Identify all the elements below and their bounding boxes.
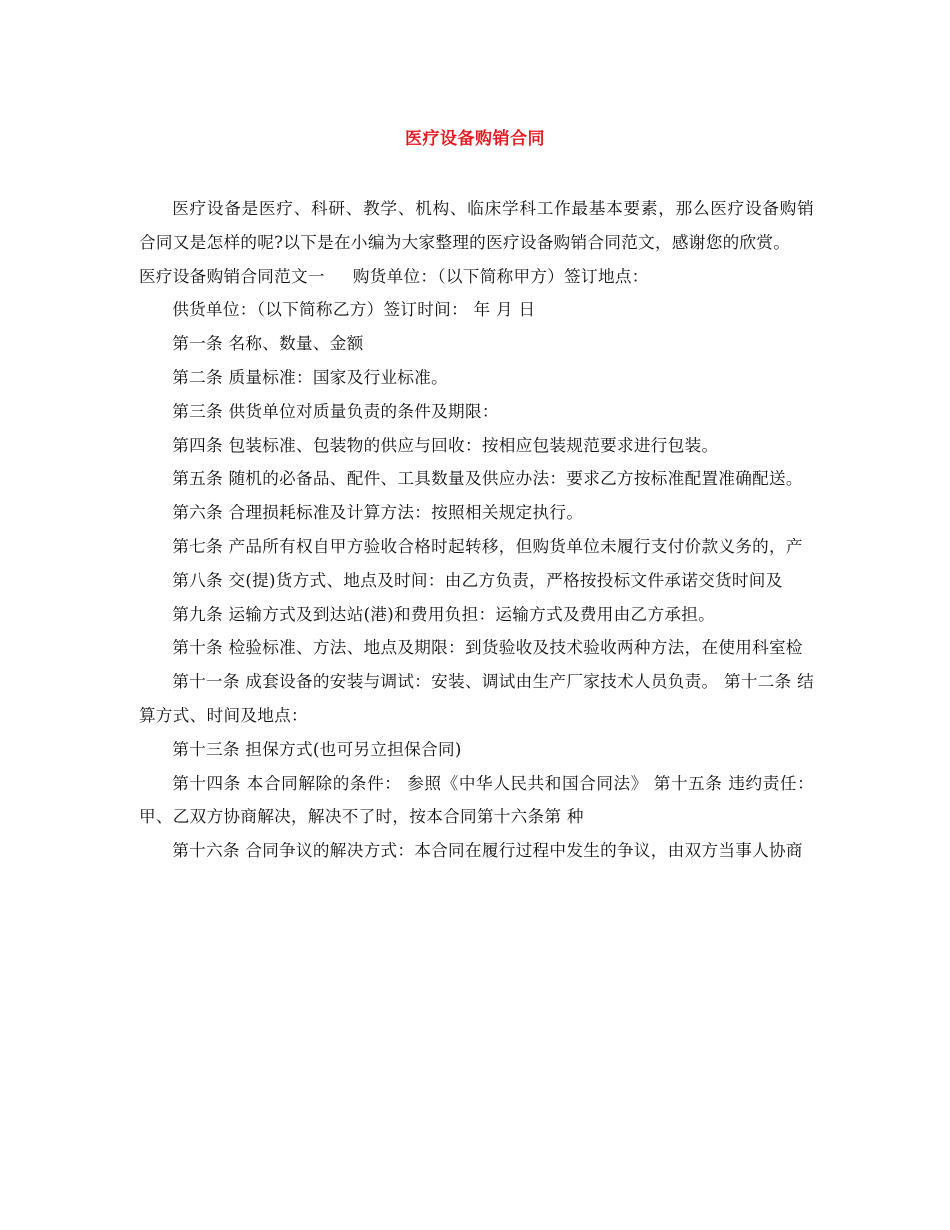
article-5: 第五条 随机的必备品、配件、工具数量及供应办法：要求乙方按标准配置准确配送。 [172, 469, 803, 489]
buyer-line: 购货单位：（以下简称甲方）签订地点： [352, 266, 649, 286]
article-8: 第八条 交(提)货方式、地点及时间：由乙方负责，严格按投标文件承诺交货时间及 [172, 570, 783, 590]
sample-heading-line [139, 260, 814, 294]
article-7: 第七条 产品所有权自甲方验收合格时起转移，但购货单位未履行支付价款义务的，产 [172, 536, 803, 556]
sample-heading: 医疗设备购销合同范文一 [139, 266, 325, 286]
article-9: 第九条 运输方式及到达站(港)和费用负担：运输方式及费用由乙方承担。 [172, 604, 716, 624]
article-11-12: 第十一条 成套设备的安装与调试：安装、调试由生产厂家技术人员负责。 第十二条 结算方式、时间及地点： [139, 672, 814, 725]
article-10: 第十条 检验标准、方法、地点及期限：到货验收及技术验收两种方法，在使用科室检 [172, 638, 803, 658]
article-13: 第十三条 担保方式(也可另立担保合同) [172, 739, 462, 759]
article-16: 第十六条 合同争议的解决方式：本合同在履行过程中发生的争议，由双方当事人协商 [172, 841, 803, 861]
article-6: 第六条 合理损耗标准及计算方法：按照相关规定执行。 [172, 503, 584, 523]
supplier-line: 供货单位：（以下简称乙方）签订时间： 年 月 日 [172, 300, 536, 320]
article-4: 第四条 包装标准、包装物的供应与回收：按相应包装规范要求进行包装。 [172, 435, 719, 455]
article-2: 第二条 质量标准：国家及行业标准。 [172, 367, 449, 387]
document-title: 医疗设备购销合同 [405, 129, 545, 149]
article-3: 第三条 供货单位对质量负责的条件及期限： [172, 401, 499, 421]
document-body [139, 192, 814, 868]
intro-paragraph: 医疗设备是医疗、科研、教学、机构、临床学科工作最基本要素，那么医疗设备购销合同又是怎样的呢?以下是在小编为大家整理的医疗设备购销合同范文，感谢您的欣赏。 [139, 199, 814, 252]
article-1: 第一条 名称、数量、金额 [172, 334, 364, 354]
article-14-15: 第十四条 本合同解除的条件： 参照《中华人民共和国合同法》 第十五条 违约责任：甲、乙双方协商解决，解决不了时，按本合同第十六条第 种 [139, 773, 814, 827]
